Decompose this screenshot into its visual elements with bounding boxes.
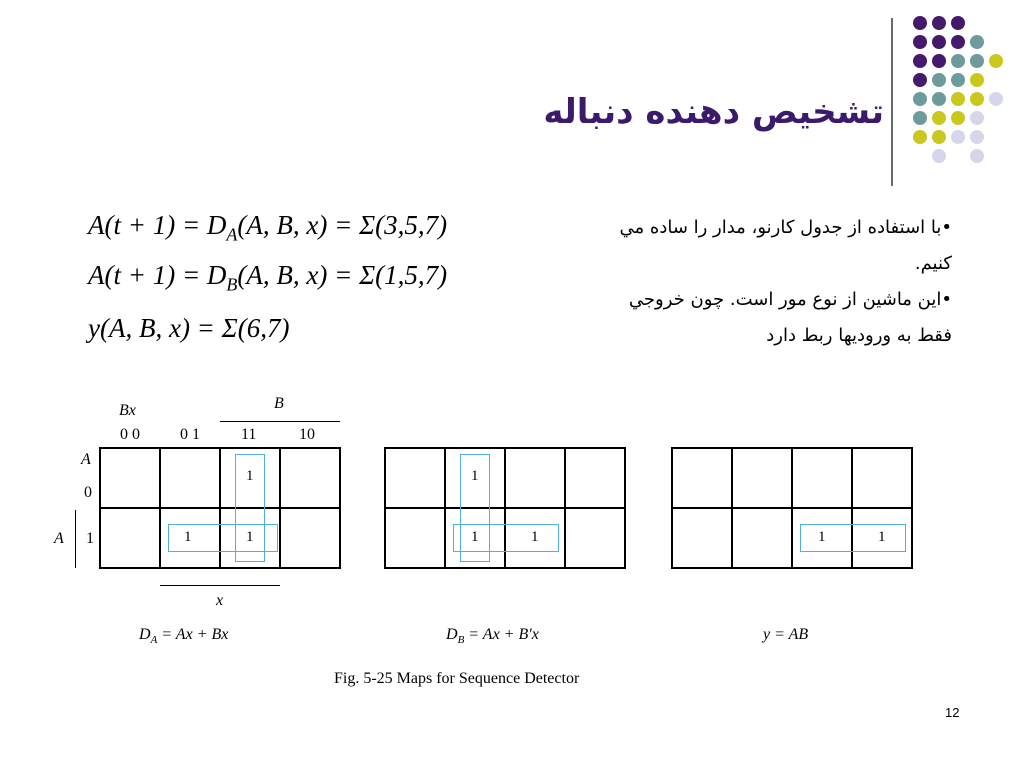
caption-sub: A (150, 634, 158, 647)
bullet-list (592, 210, 952, 354)
kmap-a-bracket (75, 510, 76, 568)
kmap-b-bracket (220, 421, 340, 422)
equation-da-sub: A (226, 224, 238, 245)
kmap-cell (732, 508, 792, 568)
dot (913, 92, 927, 106)
equation-da (88, 210, 447, 245)
dot (989, 92, 1003, 106)
dot (913, 54, 927, 68)
kmap-one: 1 (471, 529, 479, 545)
kmap-one: 1 (471, 468, 479, 484)
dot (970, 130, 984, 144)
kmap-col-header: 0 0 (120, 426, 140, 443)
kmap-cell (852, 448, 912, 508)
kmap-one: 1 (878, 529, 886, 545)
kmap-label-b: B (274, 395, 284, 412)
dot (970, 149, 984, 163)
dot (913, 73, 927, 87)
dot (932, 35, 946, 49)
dot (932, 92, 946, 106)
slide-title: تشخیص دهنده دنباله (543, 92, 884, 132)
page-number: 12 (945, 705, 960, 720)
dot (913, 111, 927, 125)
kmap-cell (160, 448, 220, 508)
dot (913, 35, 927, 49)
kmap-col-header: 10 (299, 426, 315, 443)
figure-caption: Fig. 5-25 Maps for Sequence Detector (334, 670, 580, 687)
caption-sub: B (457, 634, 465, 647)
bullet-item: •اين ماشين از نوع مور است. چون خروجي فقط به وروديها ربط دارد (628, 289, 952, 346)
kmap-cell (100, 448, 160, 508)
dot (951, 35, 965, 49)
kmap-cell (280, 508, 340, 568)
kmap-one: 1 (246, 529, 254, 545)
equation-db-lhs: A(t + 1) = D (88, 260, 227, 290)
dot (932, 54, 946, 68)
kmap-one: 1 (184, 529, 192, 545)
dot (913, 16, 927, 30)
kmap-cell (100, 508, 160, 568)
kmap-label-x: x (216, 592, 224, 609)
equation-db-sub: B (226, 274, 238, 295)
kmap-cell (565, 508, 625, 568)
dot (970, 35, 984, 49)
kmap-cell (672, 448, 732, 508)
equation-y: y(A, B, x) = Σ(6,7) (88, 313, 290, 343)
title-divider (891, 18, 893, 186)
equation-db (88, 260, 447, 295)
kmap-cell (385, 508, 445, 568)
dot (970, 73, 984, 87)
dot (951, 130, 965, 144)
equation-da-rhs: (A, B, x) = Σ(3,5,7) (237, 210, 448, 240)
kmap-one: 1 (531, 529, 539, 545)
dot (913, 130, 927, 144)
dot (951, 73, 965, 87)
equation-db-rhs: (A, B, x) = Σ(1,5,7) (237, 260, 448, 290)
dot (970, 54, 984, 68)
kmap-x-bracket (160, 585, 280, 586)
caption-lhs: D (446, 626, 458, 643)
kmap-label-bx: Bx (119, 402, 136, 419)
dot (932, 111, 946, 125)
dot (970, 92, 984, 106)
kmap-db-caption (446, 626, 539, 646)
dot (951, 92, 965, 106)
dot (932, 73, 946, 87)
dot (932, 149, 946, 163)
dot (951, 16, 965, 30)
kmap-group-horizontal (453, 524, 559, 552)
kmap-da-caption (139, 626, 228, 646)
kmap-cell (792, 448, 852, 508)
kmap-group-horizontal (800, 524, 906, 552)
kmap-cell (672, 508, 732, 568)
kmap-row-header: 0 (84, 484, 92, 501)
equation-da-lhs: A(t + 1) = D (88, 210, 227, 240)
dot (932, 16, 946, 30)
dot (951, 111, 965, 125)
dot (970, 111, 984, 125)
caption-lhs: D (139, 626, 151, 643)
caption-rhs: = Ax + B′x (464, 626, 539, 643)
kmap-group-horizontal (168, 524, 278, 552)
bullet-item: •با استفاده از جدول کارنو، مدار را ساده مي کنيم. (619, 217, 952, 274)
dot (989, 54, 1003, 68)
kmap-one: 1 (246, 468, 254, 484)
kmap-label-a-top: A (81, 451, 91, 468)
kmap-row-header: 1 (86, 530, 94, 547)
kmap-cell (732, 448, 792, 508)
kmap-col-header: 0 1 (180, 426, 200, 443)
kmap-col-header: 11 (241, 426, 257, 443)
kmap-cell (280, 448, 340, 508)
kmap-cell (565, 448, 625, 508)
dot (932, 130, 946, 144)
kmap-one: 1 (818, 529, 826, 545)
kmap-y-caption: y = AB (763, 626, 809, 643)
kmap-label-a-side: A (54, 530, 64, 547)
kmap-cell (505, 448, 565, 508)
dot (951, 54, 965, 68)
kmap-cell (385, 448, 445, 508)
caption-rhs: = Ax + Bx (157, 626, 229, 643)
